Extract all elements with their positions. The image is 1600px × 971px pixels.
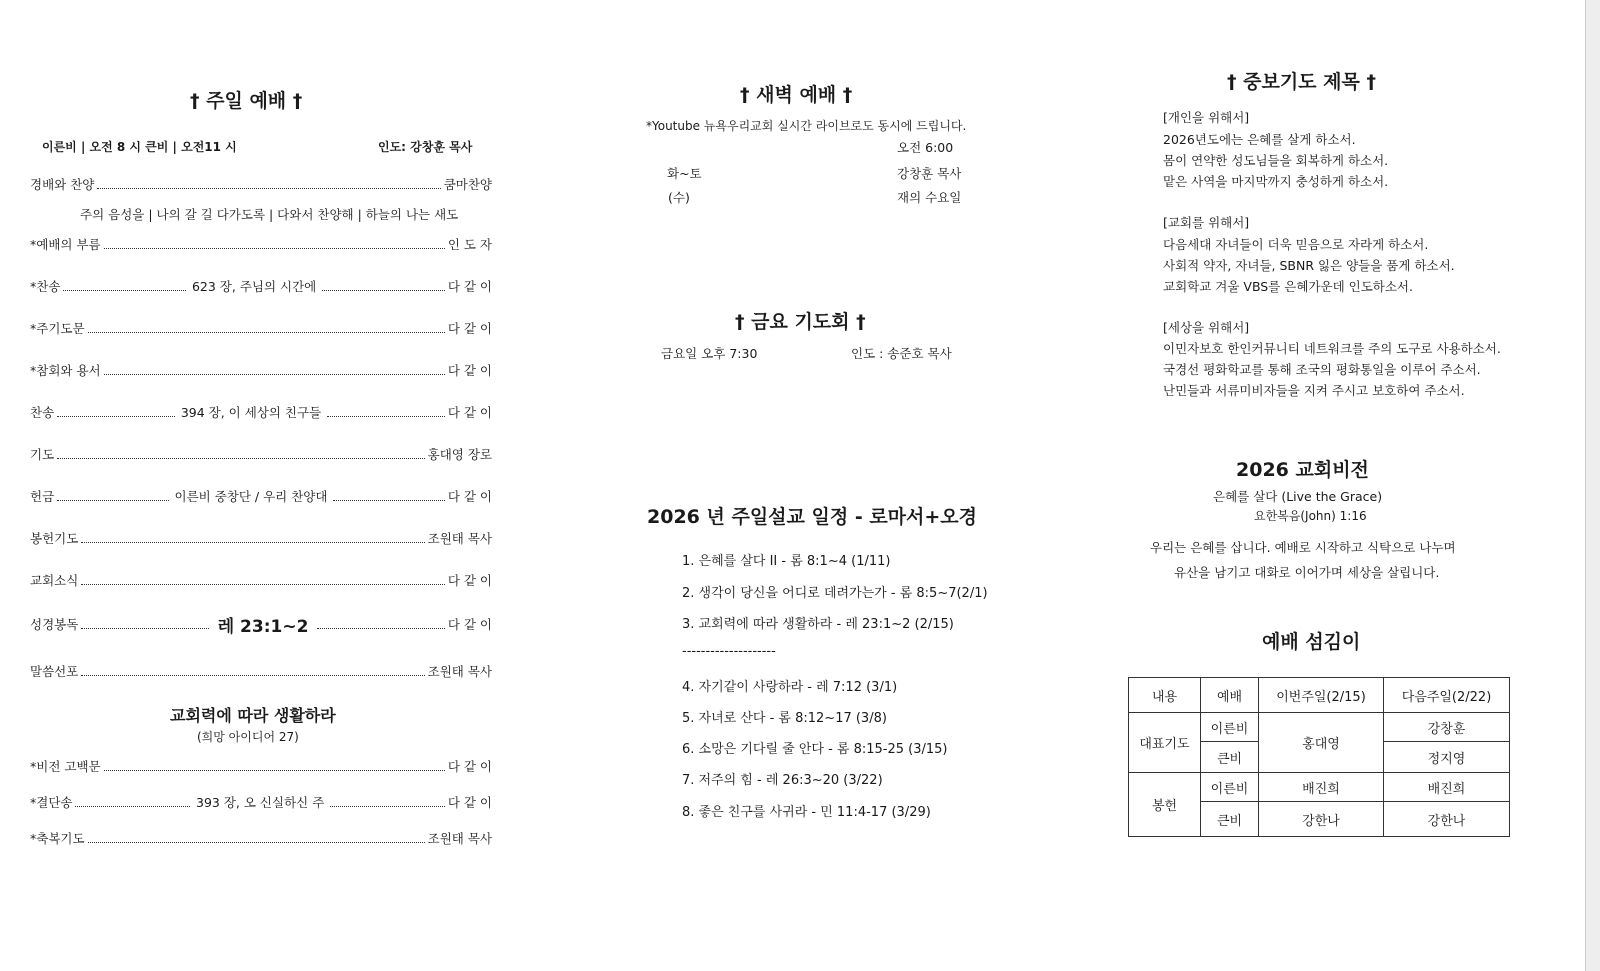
order-item-person: 인 도 자 xyxy=(447,237,492,252)
vision-title: 2026 교회비전 xyxy=(1236,459,1369,481)
server-name: 홍대영 xyxy=(1259,713,1384,773)
order-item-person: 다 같 이 xyxy=(447,617,493,632)
order-row xyxy=(30,829,492,847)
order-item-label: *결단송 xyxy=(30,795,73,810)
order-item-label: 기도 xyxy=(30,447,55,462)
schedule-item: 6. 소망은 기다릴 줄 안다 - 롬 8:15-25 (3/15) xyxy=(682,742,948,757)
scan-edge xyxy=(1585,0,1600,971)
order-row xyxy=(30,361,492,379)
order-row xyxy=(30,445,492,463)
order-item-label: *예배의 부름 xyxy=(30,237,101,252)
service-label: 이른비 xyxy=(1201,713,1259,742)
order-row xyxy=(30,571,492,589)
schedule-item: 3. 교회력에 따라 생활하라 - 레 23:1~2 (2/15) xyxy=(682,617,954,632)
server-name: 배진희 xyxy=(1384,773,1510,802)
order-row xyxy=(30,235,492,253)
order-item-person: 다 같 이 xyxy=(447,795,492,810)
schedule-item: 2. 생각이 당신을 어디로 데려가는가 - 롬 8:5~7(2/1) xyxy=(682,586,988,601)
order-item-label: 찬송 xyxy=(30,405,55,420)
order-item-label: 봉헌기도 xyxy=(30,531,79,546)
order-item-detail: 393 장, 오 신실하신 주 xyxy=(196,795,325,810)
order-item-person: 쿰마찬양 xyxy=(443,177,492,192)
sermon-title: 교회력에 따라 생활하라 xyxy=(170,706,336,725)
order-row xyxy=(30,757,492,775)
order-row xyxy=(30,175,492,193)
sermon-note: (희망 아이디어 27) xyxy=(197,730,299,744)
prayer-line: 다음세대 자녀들이 더욱 믿음으로 자라게 하소서. xyxy=(1163,237,1429,252)
order-item-label: *축복기도 xyxy=(30,831,85,846)
order-item-person: 다 같 이 xyxy=(447,363,492,378)
table-header: 다음주일(2/22) xyxy=(1384,678,1510,713)
table-header: 예배 xyxy=(1201,678,1259,713)
prayer-group-head: [개인을 위해서] xyxy=(1163,110,1250,125)
order-item-label: *찬송 xyxy=(30,279,61,294)
vision-line: 우리는 은혜를 삽니다. 예배로 시작하고 식탁으로 나누며 xyxy=(1150,540,1456,555)
prayer-line: 사회적 약자, 자녀들, SBNR 잃은 양들을 품게 하소서. xyxy=(1163,258,1455,273)
schedule-title: 2026 년 주일설교 일정 - 로마서+오경 xyxy=(647,506,978,528)
order-item-person: 다 같 이 xyxy=(447,573,492,588)
prayer-line: 국경선 평화학교를 통해 조국의 평화통일을 이루어 주소서. xyxy=(1163,362,1481,377)
prayer-line: 교회학교 겨울 VBS를 은혜가운데 인도하소서. xyxy=(1163,279,1413,294)
server-name: 강창훈 xyxy=(1384,713,1510,742)
prayer-line: 2026년도에는 은혜를 살게 하소서. xyxy=(1163,132,1356,147)
row-label: 봉헌 xyxy=(1129,773,1201,837)
scripture-reference: 레 23:1~2 xyxy=(217,616,309,637)
order-item-person: 다 같 이 xyxy=(447,321,492,336)
order-item-person: 다 같 이 xyxy=(447,279,492,294)
server-name: 정지영 xyxy=(1384,742,1510,773)
servers-title: 예배 섬김이 xyxy=(1262,631,1361,653)
schedule-item: 8. 좋은 친구를 사귀라 - 민 11:4-17 (3/29) xyxy=(682,805,931,820)
hymn-list: 주의 음성을 | 나의 갈 길 다가도록 | 다와서 찬양해 | 하늘의 나는 새도 xyxy=(80,207,459,222)
order-item-person: 홍대영 장로 xyxy=(427,447,492,462)
order-row xyxy=(30,793,492,811)
service-label: 큰비 xyxy=(1201,742,1259,773)
order-item-person: 조원태 목사 xyxy=(427,831,492,846)
order-item-person: 다 같 이 xyxy=(447,489,492,504)
prayer-line: 이민자보호 한인커뮤니티 네트워크를 주의 도구로 사용하소서. xyxy=(1163,341,1501,356)
table-header: 내용 xyxy=(1129,678,1201,713)
order-item-label: 헌금 xyxy=(30,489,55,504)
servers-table xyxy=(1128,677,1510,837)
table-header: 이번주일(2/15) xyxy=(1259,678,1384,713)
dawn-note: *Youtube 뉴욕우리교회 실시간 라이브로도 동시에 드립니다. xyxy=(646,119,967,133)
order-item-person: 다 같 이 xyxy=(447,759,492,774)
friday-title: † 금요 기도회 † xyxy=(735,311,866,333)
order-item-label: 성경봉독 xyxy=(30,617,79,632)
order-item-label: 경배와 찬양 xyxy=(30,177,95,192)
order-row xyxy=(30,529,492,547)
order-row xyxy=(30,487,492,505)
dawn-days: 화~토 xyxy=(667,166,702,181)
friday-leader: 인도 : 송준호 목사 xyxy=(851,346,952,361)
schedule-item: 4. 자기같이 사랑하라 - 레 7:12 (3/1) xyxy=(682,680,898,695)
schedule-item: 5. 자녀로 산다 - 롬 8:12~17 (3/8) xyxy=(682,711,887,726)
order-item-label: 말씀선포 xyxy=(30,664,79,679)
vision-verse: 요한복음(John) 1:16 xyxy=(1254,509,1367,523)
dawn-title: † 새벽 예배 † xyxy=(740,84,853,106)
vision-motto: 은혜를 살다 (Live the Grace) xyxy=(1213,489,1383,504)
schedule-divider: -------------------- xyxy=(682,644,776,659)
prayer-line: 맡은 사역을 마지막까지 충성하게 하소서. xyxy=(1163,174,1389,189)
order-item-label: *비전 고백문 xyxy=(30,759,101,774)
service-label: 큰비 xyxy=(1201,802,1259,837)
order-item-person: 조원태 목사 xyxy=(427,664,492,679)
schedule-item: 7. 저주의 힘 - 레 26:3~20 (3/22) xyxy=(682,773,883,788)
order-item-detail: 이른비 중창단 / 우리 찬양대 xyxy=(174,489,328,504)
order-item-label: *주기도문 xyxy=(30,321,85,336)
prayer-line: 난민들과 서류미비자들을 지켜 주시고 보호하여 주소서. xyxy=(1163,383,1465,398)
order-item-label: *참회와 용서 xyxy=(30,363,101,378)
prayer-group-head: [세상을 위해서] xyxy=(1163,320,1250,335)
order-row xyxy=(30,403,492,421)
dawn-wed: (수) xyxy=(668,190,690,205)
server-name: 강한나 xyxy=(1384,802,1510,837)
server-name: 강한나 xyxy=(1259,802,1384,837)
friday-time: 금요일 오후 7:30 xyxy=(661,346,758,361)
prayer-group-head: [교회를 위해서] xyxy=(1163,215,1250,230)
order-item-person: 다 같 이 xyxy=(447,405,493,420)
order-item-person: 조원태 목사 xyxy=(427,531,492,546)
prayer-title: † 중보기도 제목 † xyxy=(1227,71,1376,93)
row-label: 대표기도 xyxy=(1129,713,1201,773)
sunday-times: 이른비 | 오전 8 시 큰비 | 오전11 시 xyxy=(42,140,237,154)
service-label: 이른비 xyxy=(1201,773,1259,802)
order-row xyxy=(30,615,493,637)
order-item-detail: 394 장, 이 세상의 친구들 xyxy=(180,405,322,420)
order-row xyxy=(30,277,492,295)
vision-line: 유산을 남기고 대화로 이어가며 세상을 살립니다. xyxy=(1174,565,1440,580)
sunday-title: † 주일 예배 † xyxy=(190,90,303,112)
server-name: 배진희 xyxy=(1259,773,1384,802)
sunday-leader: 인도: 강창훈 목사 xyxy=(378,140,473,154)
order-row xyxy=(30,319,492,337)
order-item-label: 교회소식 xyxy=(30,573,79,588)
dawn-leader: 강창훈 목사 xyxy=(897,166,962,181)
dawn-wed-note: 재의 수요일 xyxy=(897,190,962,205)
schedule-item: 1. 은혜를 살다 II - 롬 8:1~4 (1/11) xyxy=(682,554,891,569)
prayer-line: 몸이 연약한 성도님들을 회복하게 하소서. xyxy=(1163,153,1389,168)
order-row xyxy=(30,662,492,680)
dawn-time: 오전 6:00 xyxy=(897,140,954,155)
order-item-detail: 623 장, 주님의 시간에 xyxy=(191,279,317,294)
